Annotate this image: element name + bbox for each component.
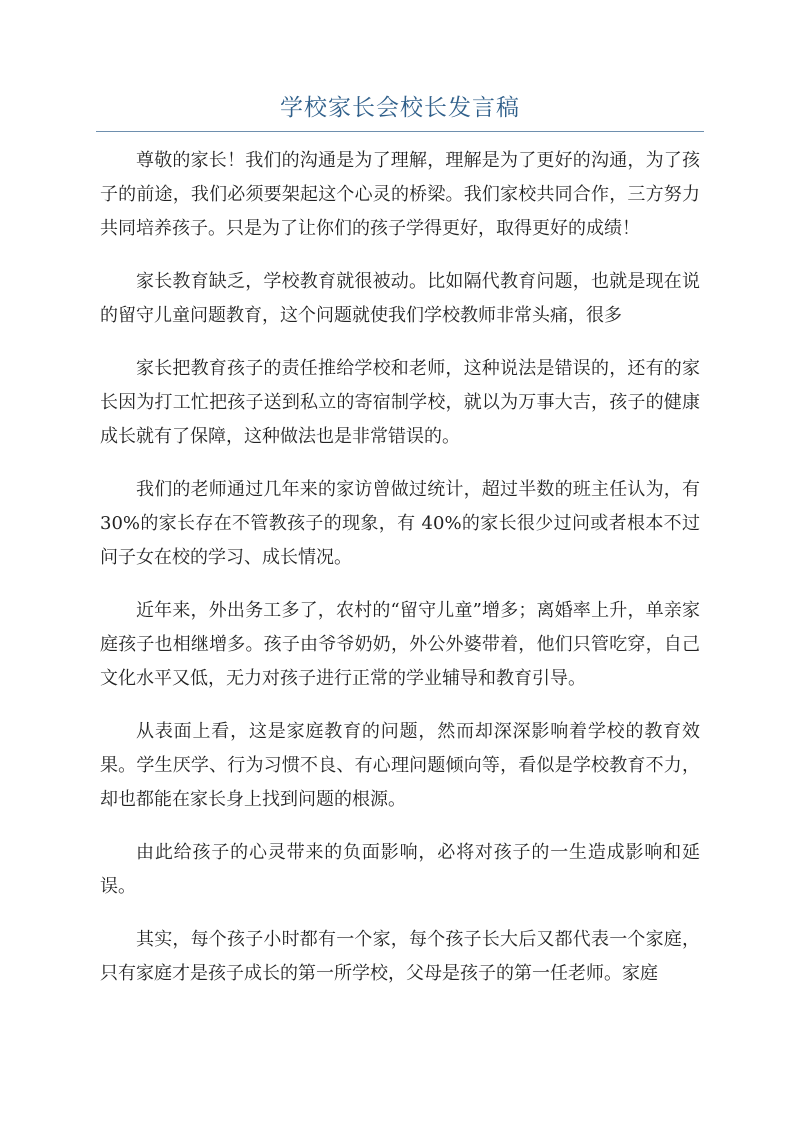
title-divider [96, 131, 704, 132]
paragraph: 尊敬的家长！我们的沟通是为了理解，理解是为了更好的沟通，为了孩子的前途，我们必须要架起这个心灵的桥梁。我们家校共同合作，三方努力共同培养孩子。只是为了让你们的孩子学得更好，取得更好的成绩！ [100, 150, 700, 239]
document-title: 学校家长会校长发言稿 [280, 95, 520, 121]
document-body [100, 144, 700, 1010]
paragraph: 近年来，外出务工多了，农村的“留守儿童”增多；离婚率上升，单亲家庭孩子也相继增多。孩子由爷爷奶奶，外公外婆带着，他们只管吃穿，自己文化水平又低，无力对孩子进行正常的学业辅导和教育引导。 [100, 600, 700, 689]
paragraph: 从表面上看，这是家庭教育的问题，然而却深深影响着学校的教育效果。学生厌学、行为习惯不良、有心理问题倾向等，看似是学校教育不力，却也都能在家长身上找到问题的根源。 [100, 721, 700, 810]
paragraph: 我们的老师通过几年来的家访曾做过统计，超过半数的班主任认为，有 30%的家长存在不管教孩子的现象，有 40%的家长很少过问或者根本不过问子女在校的学习、成长情况。 [100, 479, 700, 568]
paragraph: 其实，每个孩子小时都有一个家，每个孩子长大后又都代表一个家庭，只有家庭才是孩子成长的第一所学校，父母是孩子的第一任老师。家庭 [100, 929, 700, 984]
paragraph: 家长教育缺乏，学校教育就很被动。比如隔代教育问题，也就是现在说的留守儿童问题教育，这个问题就使我们学校教师非常头痛，很多 [100, 271, 700, 326]
paragraph: 家长把教育孩子的责任推给学校和老师，这种说法是错误的，还有的家长因为打工忙把孩子送到私立的寄宿制学校，就以为万事大吉，孩子的健康成长就有了保障，这种做法也是非常错误的。 [100, 358, 700, 447]
paragraph: 由此给孩子的心灵带来的负面影响，必将对孩子的一生造成影响和延误。 [100, 842, 700, 897]
